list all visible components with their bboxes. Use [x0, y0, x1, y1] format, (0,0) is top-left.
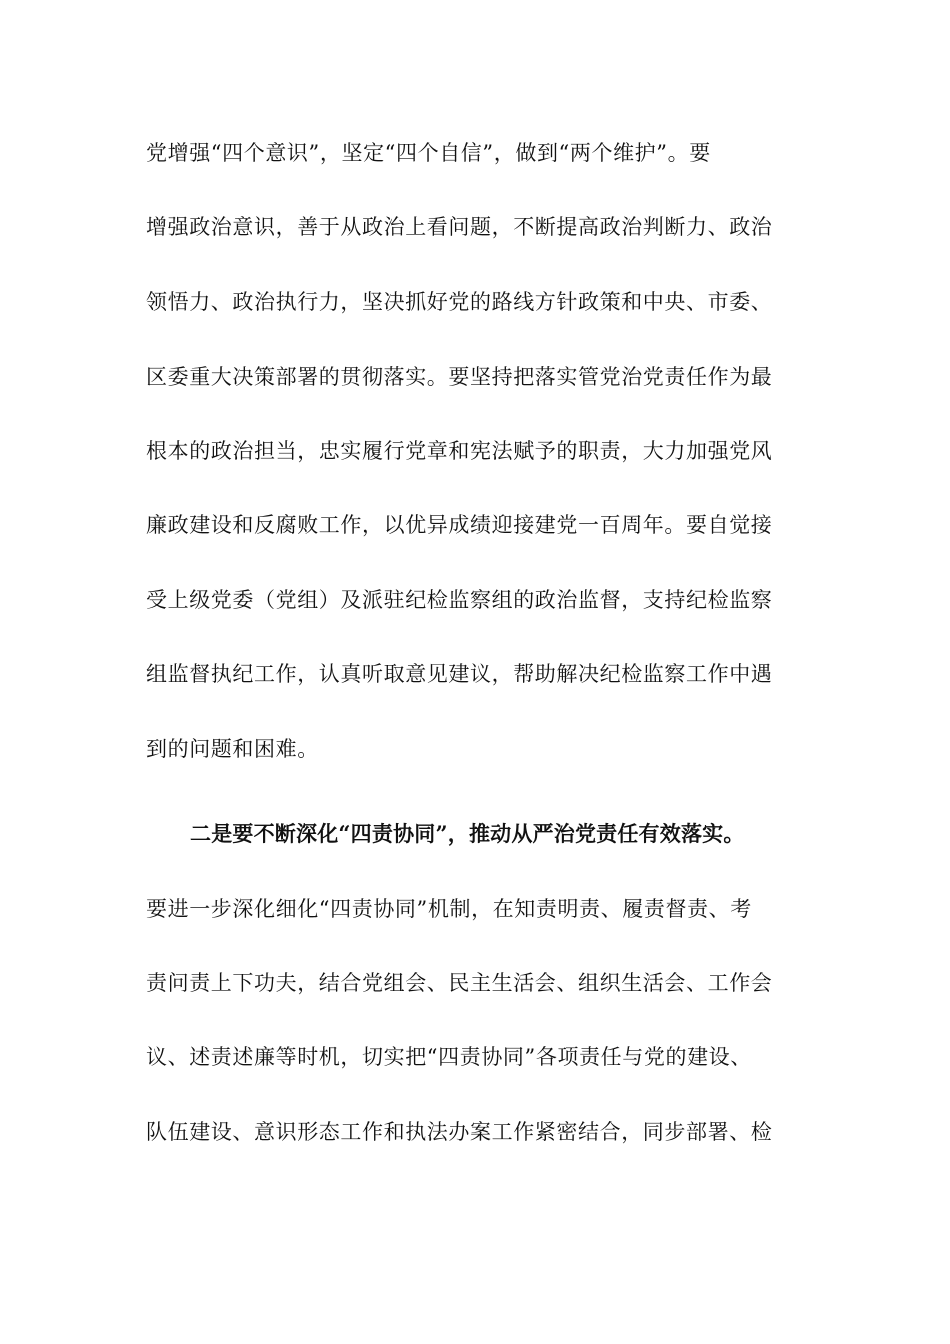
paragraph-line: 根本的政治担当，忠实履行党章和宪法赋予的职责，大力加强党风 [146, 439, 773, 463]
paragraph-line: 区委重大决策部署的贯彻落实。要坚持把落实管党治党责任作为最 [146, 365, 773, 389]
paragraph-line: 要进一步深化细化“四责协同”机制，在知责明责、履责督责、考 [146, 897, 752, 921]
paragraph-line: 队伍建设、意识形态工作和执法办案工作紧密结合，同步部署、检 [146, 1120, 773, 1144]
paragraph-line: 受上级党委（党组）及派驻纪检监察组的政治监督，支持纪检监察 [146, 588, 773, 612]
paragraph-line: 领悟力、政治执行力，坚决抓好党的路线方针政策和中央、市委、 [146, 290, 773, 314]
paragraph-line: 到的问题和困难。 [146, 737, 319, 761]
paragraph-line: 议、述责述廉等时机，切实把“四责协同”各项责任与党的建设、 [146, 1045, 752, 1069]
paragraph-line: 廉政建设和反腐败工作，以优异成绩迎接建党一百周年。要自觉接 [146, 513, 773, 537]
paragraph-line: 党增强“四个意识”，坚定“四个自信”，做到“两个维护”。要 [146, 141, 711, 165]
section-heading: 二是要不断深化“四责协同”，推动从严治党责任有效落实。 [190, 821, 745, 846]
paragraph-line: 增强政治意识，善于从政治上看问题，不断提高政治判断力、政治 [146, 215, 773, 239]
paragraph-line: 责问责上下功夫，结合党组会、民主生活会、组织生活会、工作会 [146, 971, 773, 995]
paragraph-line: 组监督执纪工作，认真听取意见建议，帮助解决纪检监察工作中遇 [146, 662, 773, 686]
